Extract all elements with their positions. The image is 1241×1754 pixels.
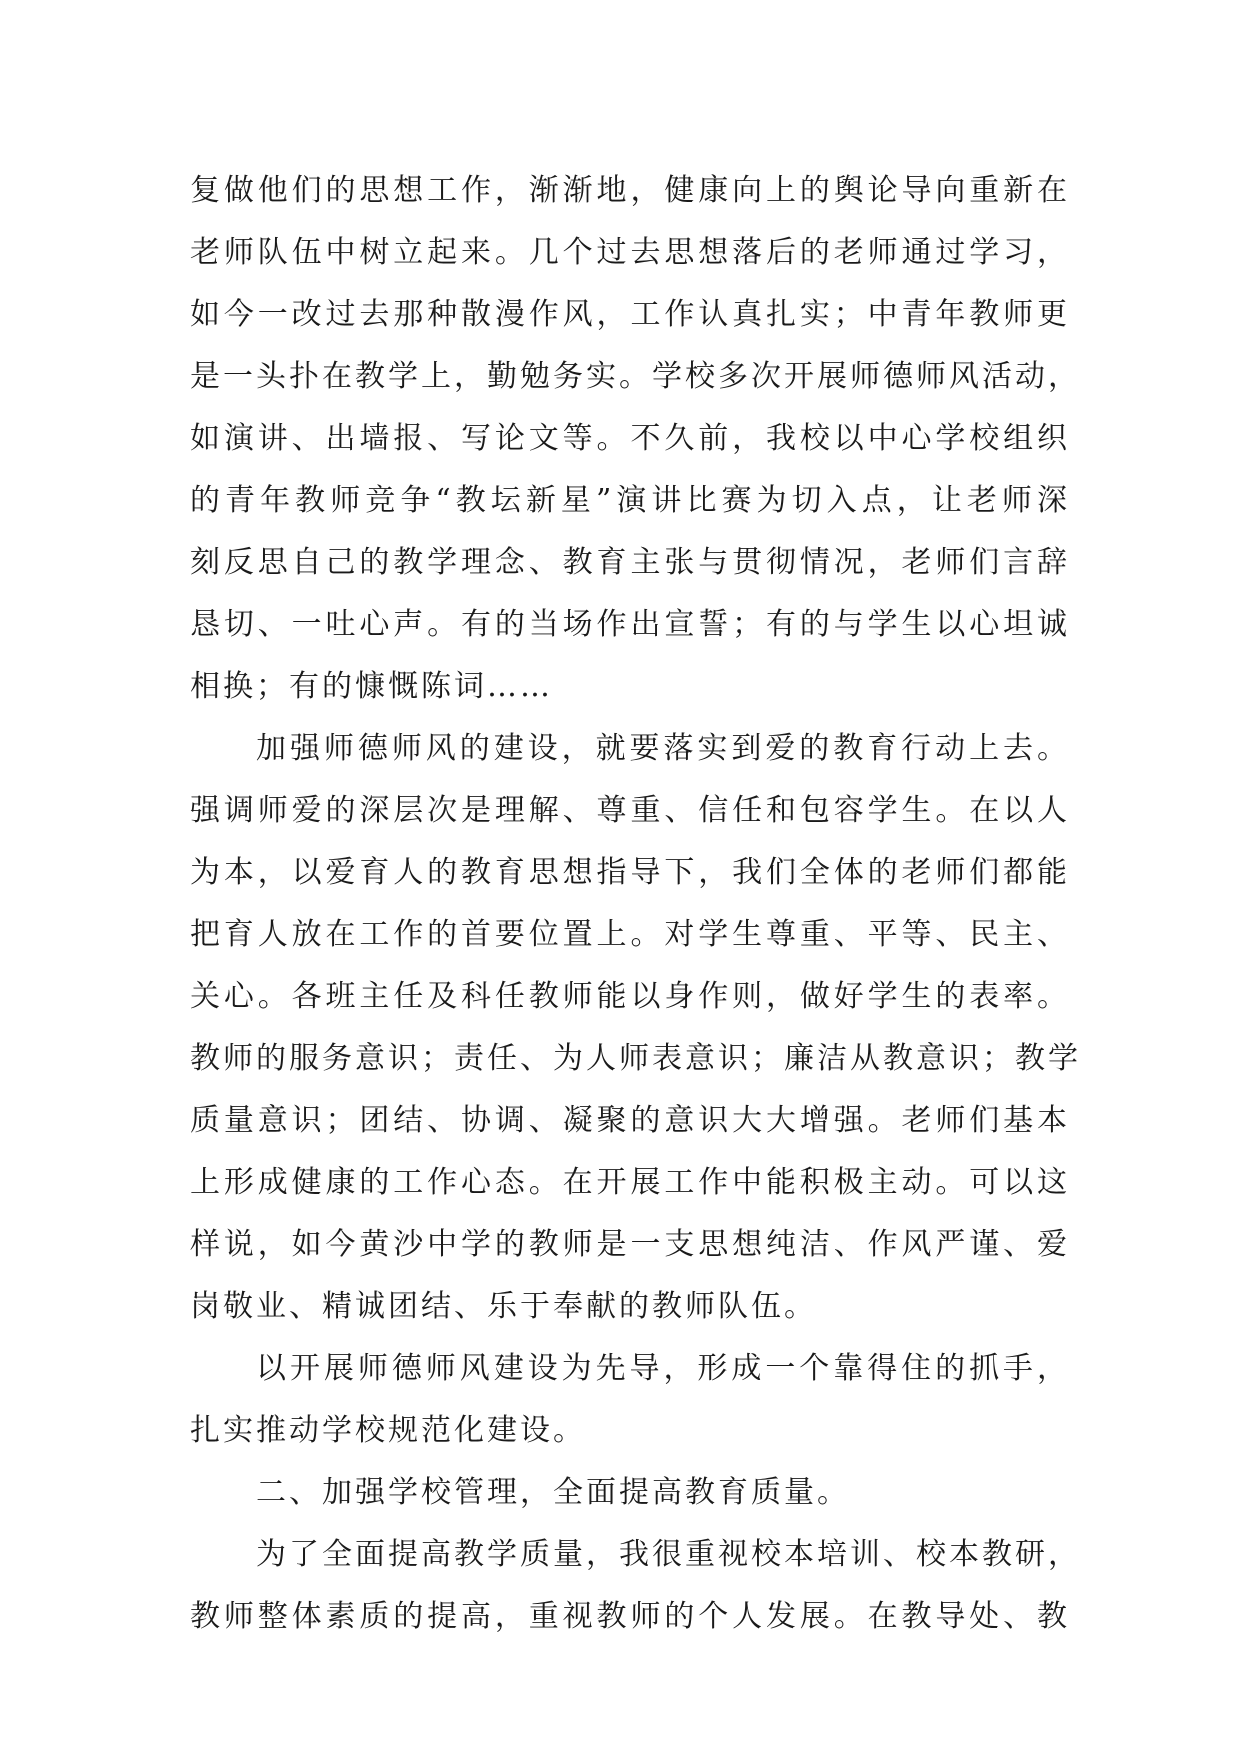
text-line: 样说，如今黄沙中学的教师是一支思想纯洁、作风严谨、爱 [190,1227,1070,1262]
text-line: 关心。各班主任及科任教师能以身作则，做好学生的表率。 [190,979,1070,1014]
text-line: 质量意识；团结、协调、凝聚的意识大大增强。老师们基本 [190,1103,1070,1138]
text-line: 刻反思自己的教学理念、教育主张与贯彻情况，老师们言辞 [190,545,1070,580]
text-line: 教师整体素质的提高，重视教师的个人发展。在教导处、教 [190,1599,1070,1634]
section-heading: 二、加强学校管理，全面提高教育质量。 [256,1475,850,1510]
text-line: 教师的服务意识；责任、为人师表意识；廉洁从教意识；教学 [190,1041,1081,1076]
text-line: 岗敬业、精诚团结、乐于奉献的教师队伍。 [190,1289,817,1324]
text-line: 是一头扑在教学上，勤勉务实。学校多次开展师德师风活动， [190,359,1081,394]
text-line: 强调师爱的深层次是理解、尊重、信任和包容学生。在以人 [190,793,1070,828]
document-body [190,160,1081,1648]
text-line: 老师队伍中树立起来。几个过去思想落后的老师通过学习， [190,235,1070,270]
text-line: 把育人放在工作的首要位置上。对学生尊重、平等、民主、 [190,917,1070,952]
text-line: 如今一改过去那种散漫作风，工作认真扎实；中青年教师更 [190,297,1070,332]
text-line: 相换；有的慷慨陈词…… [190,669,553,704]
text-line: 如演讲、出墙报、写论文等。不久前，我校以中心学校组织 [190,421,1070,456]
paragraph-first-line: 加强师德师风的建设，就要落实到爱的教育行动上去。 [256,731,1070,766]
paragraph-first-line: 以开展师德师风建设为先导，形成一个靠得住的抓手， [256,1351,1070,1386]
text-line: 的青年教师竞争“教坛新星”演讲比赛为切入点，让老师深 [190,483,1070,518]
text-line: 为本，以爱育人的教育思想指导下，我们全体的老师们都能 [190,855,1070,890]
text-line: 扎实推动学校规范化建设。 [190,1413,586,1448]
text-line: 恳切、一吐心声。有的当场作出宣誓；有的与学生以心坦诚 [190,607,1070,642]
text-line: 复做他们的思想工作，渐渐地，健康向上的舆论导向重新在 [190,173,1070,208]
text-line: 上形成健康的工作心态。在开展工作中能积极主动。可以这 [190,1165,1070,1200]
paragraph-first-line: 为了全面提高教学质量，我很重视校本培训、校本教研， [256,1537,1081,1572]
